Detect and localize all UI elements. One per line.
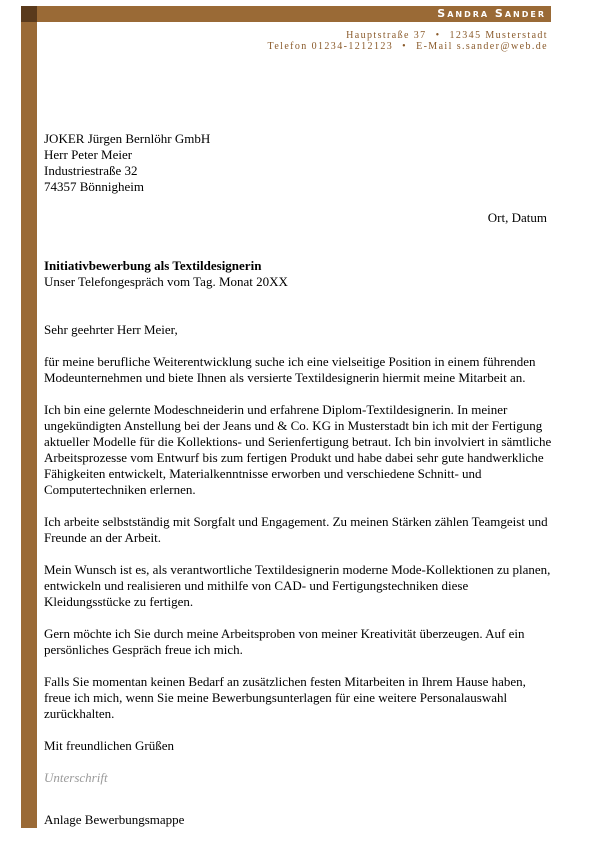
body-paragraph: Mein Wunsch ist es, als verantwortliche Textildesignerin moderne Mode-Kollektionen zu planen, entwickeln und realisieren und mithilfe von CAD- und Fertigungstechniken diese Kleidungsstücke zu fertigen. bbox=[44, 562, 551, 609]
body-paragraph: Ich bin eine gelernte Modeschneiderin und erfahrene Diplom-Textildesignerin. In meiner ungekündigten Anstellung bei der Jeans und & Co. KG in Musterstadt bin ich mit der Fertigung aktueller Modelle für die Kollektions- und Serienfertigung betraut. Ich bin involviert in sämtliche Arbeitsprozesse vom Entwurf bis zum fertigen Produkt und habe dabei sehr gute handwerkliche Fähigkeiten entwickelt, Materialkenntnisse erworben und verschiedene Schnitt- und Computertechniken erlernen. bbox=[44, 402, 552, 497]
recipient-city: 74357 Bönnigheim bbox=[44, 179, 145, 194]
sender-name: Sandra Sander bbox=[437, 7, 546, 20]
subject-reference: Unser Telefongespräch vom Tag. Monat 20XX bbox=[44, 274, 288, 289]
body-paragraph: Gern möchte ich Sie durch meine Arbeitsproben von meiner Kreativität überzeugen. Auf ein persönliches Gespräch freue ich mich. bbox=[44, 626, 525, 657]
separator-dot: • bbox=[402, 41, 408, 52]
recipient-street: Industriestraße 32 bbox=[44, 163, 138, 178]
place-date: Ort, Datum bbox=[487, 210, 547, 225]
left-accent-bar bbox=[21, 6, 37, 828]
recipient-company: JOKER Jürgen Bernlöhr GmbH bbox=[44, 131, 211, 146]
subject-title: Initiativbewerbung als Textildesignerin bbox=[44, 258, 262, 273]
sender-address bbox=[346, 30, 548, 41]
separator-dot: • bbox=[435, 30, 441, 41]
sender-street: Hauptstraße 37 bbox=[346, 30, 427, 41]
subject-block bbox=[44, 258, 552, 290]
body-paragraph: Ich arbeite selbstständig mit Sorgfalt und Engagement. Zu meinen Stärken zählen Teamgeist und Freunde an der Arbeit. bbox=[44, 514, 548, 545]
sender-phone: Telefon 01234-1212123 bbox=[267, 41, 394, 52]
signature-placeholder: Unterschrift bbox=[44, 770, 108, 785]
enclosure-note: Anlage Bewerbungsmappe bbox=[44, 812, 185, 827]
header-corner-block bbox=[21, 6, 37, 22]
sender-email: E-Mail s.sander@web.de bbox=[416, 41, 548, 52]
sender-contact bbox=[268, 41, 548, 52]
closing: Mit freundlichen Grüßen bbox=[44, 738, 174, 753]
body-paragraph: für meine berufliche Weiterentwicklung suche ich eine vielseitige Position in einem führenden Modeunternehmen und biete Ihnen als versierte Textildesignerin hiermit meine Mitarbeit an. bbox=[44, 354, 536, 385]
recipient-address bbox=[44, 131, 552, 195]
letter-body bbox=[44, 322, 552, 802]
body-paragraph: Falls Sie momentan keinen Bedarf an zusätzlichen festen Mitarbeiten in Ihrem Hause haben, freue ich mich, wenn Sie meine Bewerbungsunterlagen für eine weitere Personalauswahl zurückhalten. bbox=[44, 674, 526, 721]
salutation: Sehr geehrter Herr Meier, bbox=[44, 322, 178, 337]
recipient-person: Herr Peter Meier bbox=[44, 147, 133, 162]
sender-city: 12345 Musterstadt bbox=[449, 30, 548, 41]
